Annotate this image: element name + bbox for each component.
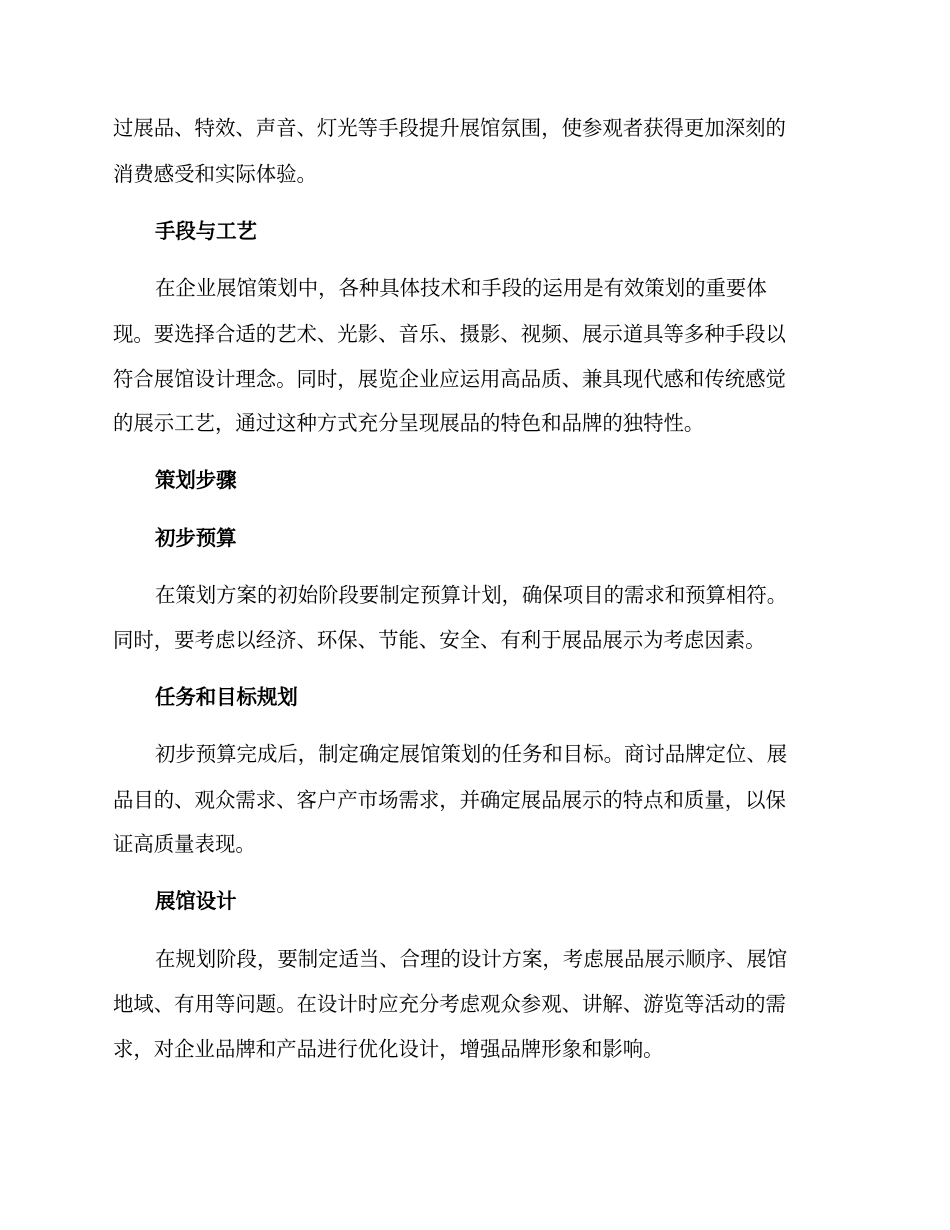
paragraph-line: 品目的、观众需求、客户产市场需求，并确定展品展示的特点和质量，以保 <box>113 788 786 812</box>
paragraph-line: 在企业展馆策划中，各种具体技术和手段的运用是有效策划的重要体 <box>155 276 767 300</box>
paragraph-line: 地域、有用等问题。在设计时应充分考虑观众参观、讲解、游览等活动的需 <box>113 992 786 1016</box>
paragraph-line: 的展示工艺，通过这种方式充分呈现展品的特色和品牌的独特性。 <box>113 411 705 435</box>
section-heading-tasks: 任务和目标规划 <box>155 685 298 709</box>
paragraph-line: 消费感受和实际体验。 <box>113 162 317 186</box>
section-heading-design: 展馆设计 <box>155 889 237 913</box>
paragraph-line: 在规划阶段，要制定适当、合理的设计方案，考虑展品展示顺序、展馆 <box>155 947 788 971</box>
paragraph-line: 初步预算完成后，制定确定展馆策划的任务和目标。商讨品牌定位、展 <box>155 742 788 766</box>
paragraph-line: 证高质量表现。 <box>113 832 256 856</box>
paragraph-line: 过展品、特效、声音、灯光等手段提升展馆氛围，使参观者获得更加深刻的 <box>113 116 786 140</box>
section-heading-steps: 策划步骤 <box>155 468 237 492</box>
section-heading-means: 手段与工艺 <box>155 219 257 243</box>
paragraph-line: 在策划方案的初始阶段要制定预算计划，确保项目的需求和预算相符。 <box>155 583 788 607</box>
paragraph-line: 符合展馆设计理念。同时，展览企业应运用高品质、兼具现代感和传统感觉 <box>113 367 786 391</box>
paragraph-line: 同时，要考虑以经济、环保、节能、安全、有利于展品展示为考虑因素。 <box>113 628 766 652</box>
section-heading-budget: 初步预算 <box>155 526 237 550</box>
paragraph-line: 现。要选择合适的艺术、光影、音乐、摄影、视频、展示道具等多种手段以 <box>113 322 786 346</box>
paragraph-line: 求，对企业品牌和产品进行优化设计，增强品牌形象和影响。 <box>113 1037 664 1061</box>
